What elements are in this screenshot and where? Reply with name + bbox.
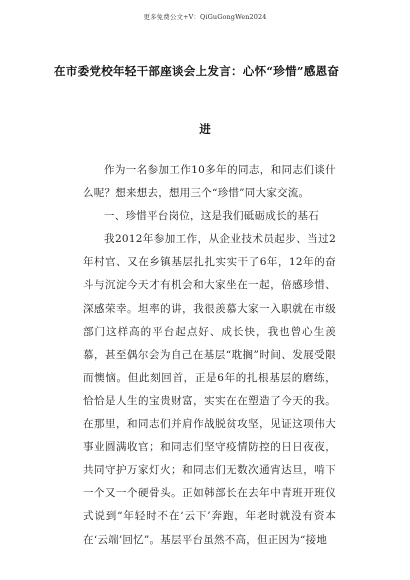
document-title-continued: 进 — [199, 122, 211, 136]
page-header: 更多免费公文+V：QiGuGongWen2024 — [143, 13, 267, 21]
body-paragraph: 我2012年参加工作，从企业技术员起步、当过2年村官、又在乡镇基层扎扎实实干了6年，12年的奋斗与沉淀今天才有机会和大家坐在一起，倍感珍惜、深感荣幸。坦率的讲，我很羡慕大家一入职就在市级部门这样高的平台起点好、成长快，我也曾心生羡慕，甚至偶尔会为自己在基层“耽搁”时间、发展受限而懊恼。但此刻回首，正是6年的扎根基层的磨练，恰恰是人生的宝贵财富，实实在在塑造了今天的我。在那里，和同志们并肩作战脱贫攻坚，见证这项伟大事业圆满收官；和同志们坚守疫情防控的日日夜夜，共同守护万家灯火；和同志们无数次通宵达旦，啃下一个又一个硬骨头。正如韩部长在去年中青班开班仪式说到“年轻时不在‘云下’奔跑，年老时就没有资本在‘云端’回忆”。基层平台虽然不高，但正因为“接地 — [83, 233, 336, 546]
document-title: 在市委党校年轻干部座谈会上发言：心怀“珍惜”感恩奋 — [54, 64, 340, 78]
document-body — [83, 159, 336, 552]
section-heading: 一、珍惜平台岗位，这是我们砥砺成长的基石 — [104, 210, 319, 223]
intro-paragraph: 作为一名参加工作10多年的同志，和同志们谈什么呢？想来想去，想用三个“珍惜”同大家交流。 — [83, 164, 336, 200]
